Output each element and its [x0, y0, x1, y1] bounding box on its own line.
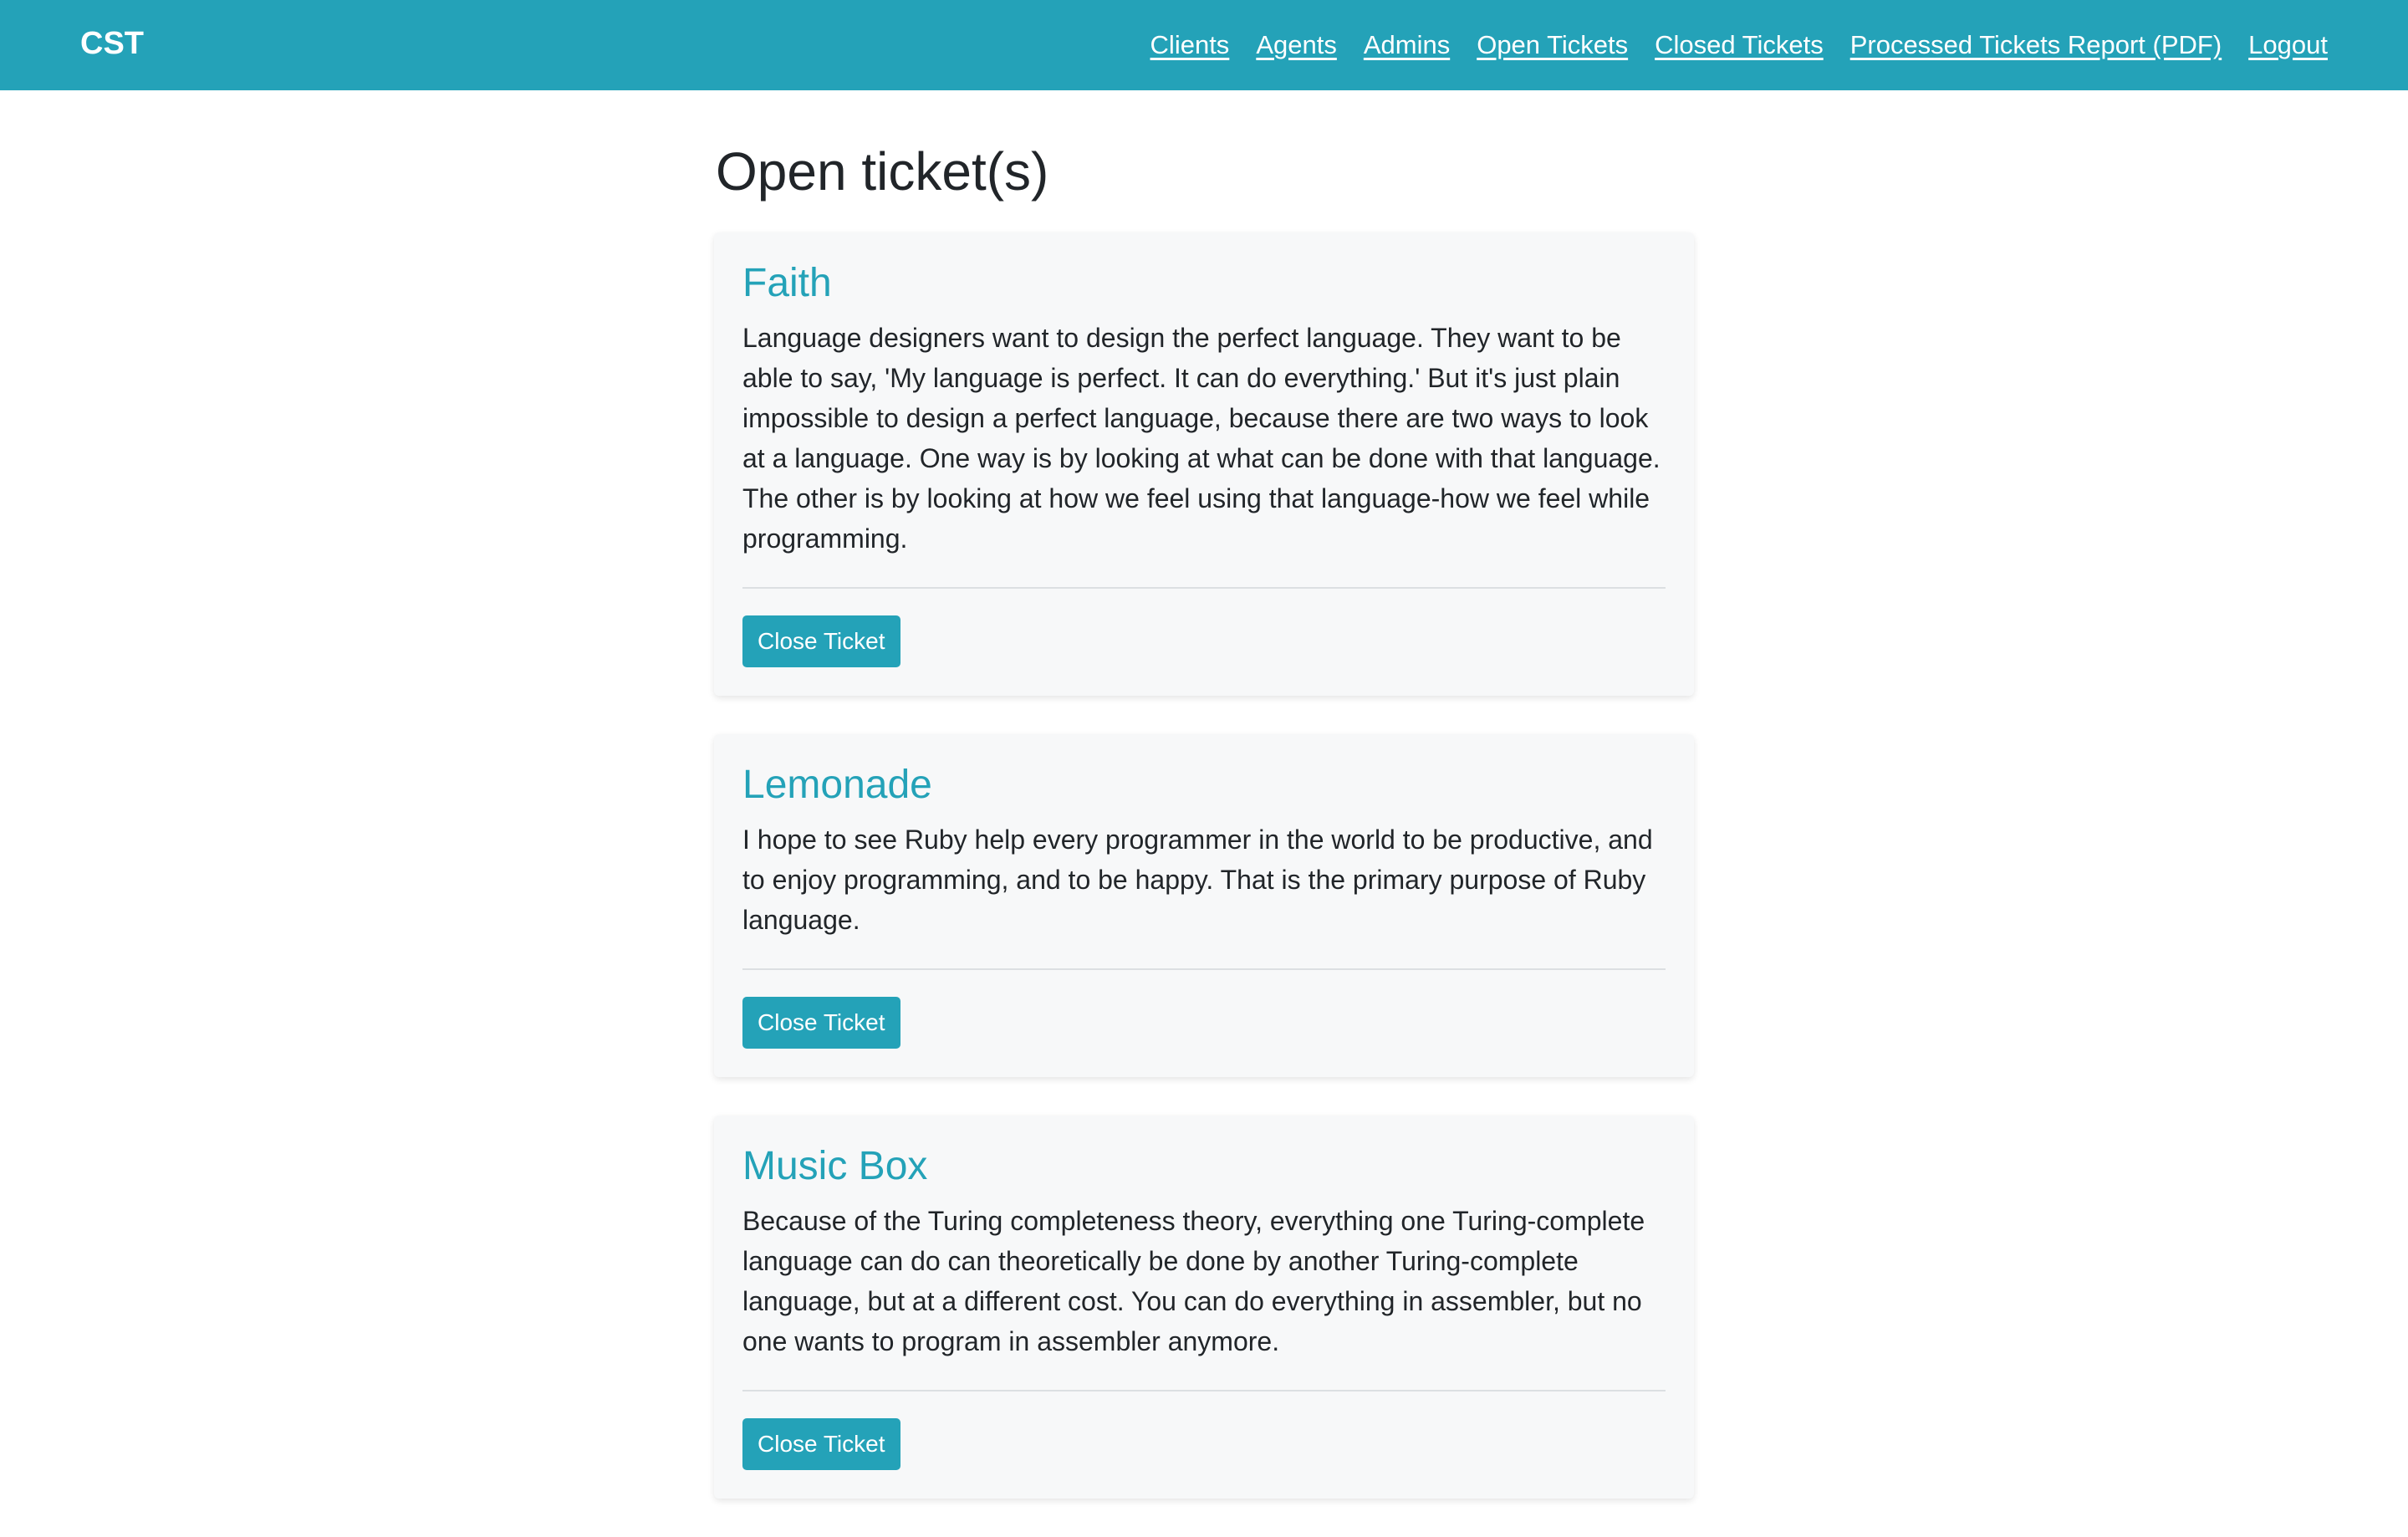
nav-links	[1150, 0, 2328, 90]
ticket-list	[714, 232, 1694, 1499]
ticket-description: Language designers want to design the perfect language. They want to be able to say, 'My language is perfect. It can do everything.' But it's just plain impossible to design a perfect language, because there are two ways to look at a language. One way is by looking at what can be done with that language. The other is by looking at how we feel using that language-how we feel while programming.	[742, 323, 1661, 554]
ticket-card	[714, 232, 1694, 696]
close-ticket-button[interactable]: Close Ticket	[742, 997, 900, 1049]
nav-link-closed-tickets[interactable]: Closed Tickets	[1655, 30, 1824, 59]
close-ticket-button[interactable]: Close Ticket	[742, 615, 900, 667]
ticket-divider	[742, 587, 1666, 589]
top-navbar	[0, 0, 2408, 90]
ticket-card	[714, 1116, 1694, 1499]
ticket-card	[714, 734, 1694, 1077]
nav-link-admins[interactable]: Admins	[1363, 30, 1451, 59]
nav-link-logout[interactable]: Logout	[2248, 30, 2328, 59]
ticket-divider	[742, 1390, 1666, 1391]
ticket-description: I hope to see Ruby help every programmer in the world to be productive, and to enjoy programming, and to be happy. That is the primary purpose of Ruby language.	[742, 825, 1653, 935]
nav-link-open-tickets[interactable]: Open Tickets	[1477, 30, 1629, 59]
close-ticket-button[interactable]: Close Ticket	[742, 1418, 900, 1470]
ticket-title: Lemonade	[742, 763, 932, 807]
nav-link-processed-tickets-report[interactable]: Processed Tickets Report (PDF)	[1849, 30, 2222, 59]
brand-logo[interactable]: CST	[80, 26, 144, 61]
main-container	[714, 90, 1694, 1537]
page-title: Open ticket(s)	[716, 141, 1049, 202]
nav-link-clients[interactable]: Clients	[1150, 30, 1230, 59]
ticket-title: Faith	[742, 261, 832, 305]
ticket-divider	[742, 968, 1666, 970]
nav-link-agents[interactable]: Agents	[1256, 30, 1337, 59]
ticket-title: Music Box	[742, 1144, 928, 1188]
ticket-description: Because of the Turing completeness theory, everything one Turing-complete language can do can theoretically be done by another Turing-complete language, but at a different cost. You can do everything in assembler, but no one wants to program in assembler anymore.	[742, 1206, 1645, 1356]
